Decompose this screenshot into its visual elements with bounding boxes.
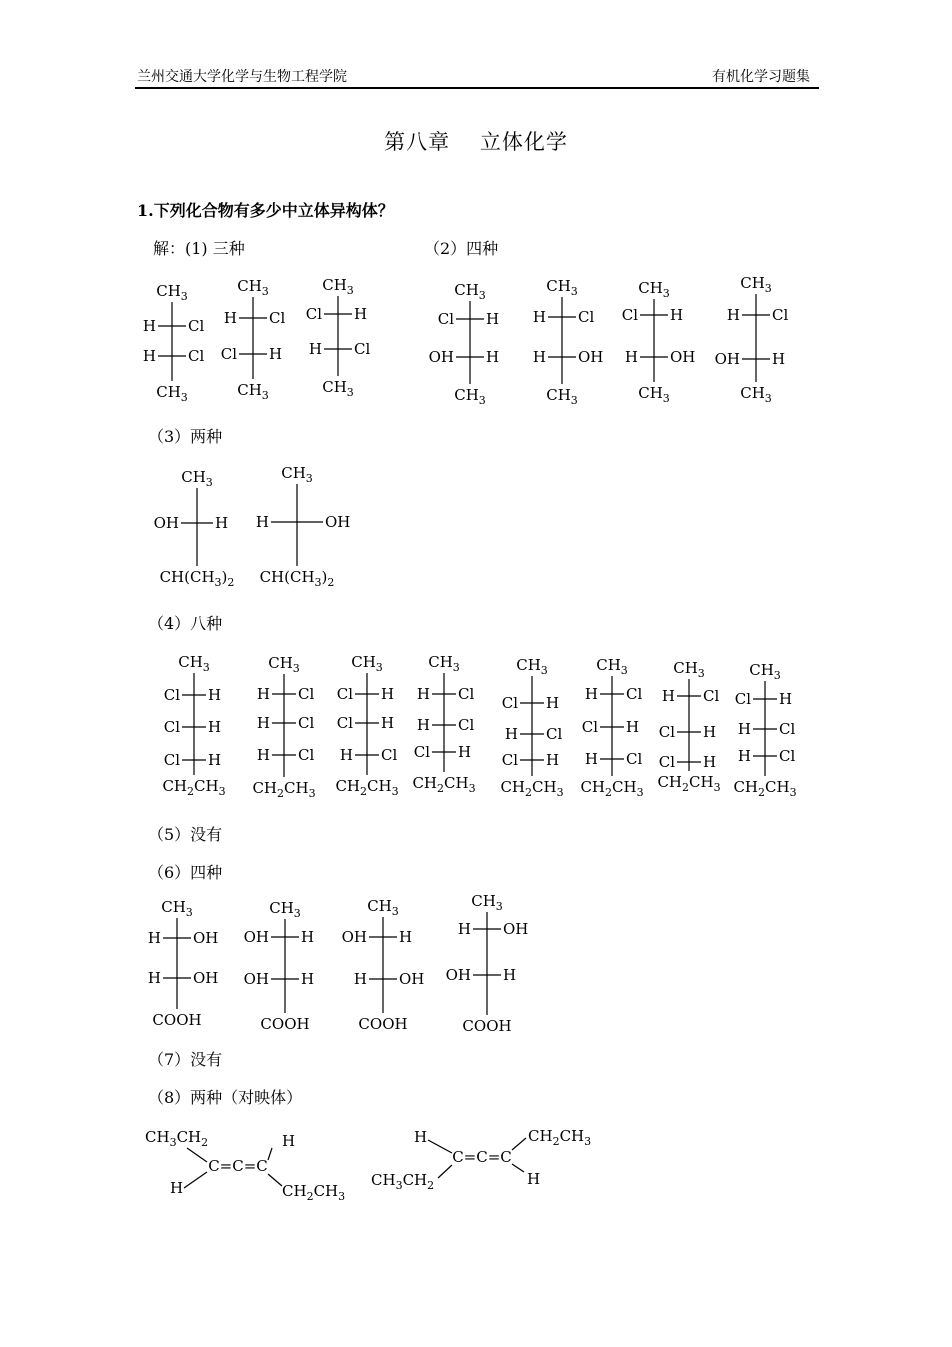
substituent-left: H [416,685,430,703]
substituent-right: H [670,306,684,324]
substituent-right: H [503,966,517,984]
bond-line [184,1172,207,1188]
substituent-right: Cl [381,746,398,764]
allene-2-ethyl-top: $CH_2CH_3$ [528,1127,592,1148]
bottom-group: $CH_2CH_3$ [162,777,226,798]
substituent-left: H [416,716,430,734]
substituent-left: H [256,746,270,764]
substituent-left: OH [714,350,740,368]
substituent-right: H [381,685,395,703]
bottom-group: $CH_3$ [322,378,354,399]
substituent-right: H [208,686,222,704]
substituent-left: H [661,687,675,705]
answer-4-label: （4）八种 [148,614,223,633]
substituent-left: H [726,306,740,324]
top-group: $CH_3$ [546,277,578,298]
substituent-left: OH [243,928,269,946]
bottom-group: $CH(CH_3)_2$ [159,568,235,589]
bond-line [268,1174,282,1186]
bottom-group: COOH [260,1015,310,1033]
bottom-group: $CH_3$ [454,386,486,407]
substituent-left: OH [153,514,179,532]
substituent-right: H [626,718,640,736]
substituent-left: H [147,929,161,947]
substituent-right: H [269,345,283,363]
allene-1-ethyl-top: $CH_3CH_2$ [145,1128,209,1149]
substituent-right: Cl [188,347,205,365]
chapter-title: 第八章 立体化学 [384,130,568,154]
substituent-left: Cl [501,694,518,712]
substituent-left: H [584,685,598,703]
bottom-group: $CH_3$ [740,384,772,405]
top-group: $CH_3$ [596,656,628,677]
allene-2-ethyl-bottom: $CH_3CH_2$ [371,1171,435,1192]
answer-5-label: （5）没有 [148,825,223,844]
substituent-left: H [308,340,322,358]
substituent-right: Cl [626,750,643,768]
bottom-group: $CH_2CH_3$ [252,779,316,800]
substituent-right: OH [578,348,604,366]
substituent-left: H [256,714,270,732]
top-group: $CH_3$ [740,274,772,295]
substituent-left: Cl [163,751,180,769]
substituent-right: Cl [188,317,205,335]
substituent-left: H [624,348,638,366]
top-group: $CH_3$ [281,464,313,485]
substituent-right: OH [670,348,696,366]
substituent-right: Cl [269,309,286,327]
substituent-left: H [223,309,237,327]
substituent-right: Cl [458,685,475,703]
bottom-group: COOH [152,1011,202,1029]
substituent-right: H [215,514,229,532]
substituent-right: H [208,718,222,736]
substituent-left: H [255,513,269,531]
answer-2-label: （2）四种 [424,239,499,258]
substituent-left: Cl [163,718,180,736]
top-group: $CH_3$ [367,897,399,918]
substituent-right: OH [325,513,351,531]
top-group: $CH_3$ [638,279,670,300]
substituent-left: Cl [621,306,638,324]
header-left: 兰州交通大学化学与生物工程学院 [137,69,347,85]
top-group: $CH_3$ [454,281,486,302]
substituent-right: H [772,350,786,368]
substituent-right: H [208,751,222,769]
substituent-left: H [339,746,353,764]
substituent-right: H [486,310,500,328]
header-right: 有机化学习题集 [712,69,810,85]
substituent-left: Cl [658,723,675,741]
answer-1-label: 解：(1) 三种 [153,239,245,258]
substituent-left: Cl [163,686,180,704]
bottom-group: $CH_3$ [638,384,670,405]
top-group: $CH_3$ [156,282,188,303]
bottom-group: $CH_2CH_3$ [335,777,399,798]
substituent-left: H [532,348,546,366]
substituent-right: H [546,694,560,712]
substituent-left: H [142,317,156,335]
substituent-right: Cl [772,306,789,324]
substituent-right: H [546,751,560,769]
substituent-left: Cl [734,690,751,708]
substituent-left: H [532,308,546,326]
bottom-group: $CH_2CH_3$ [733,778,797,799]
top-group: $CH_3$ [268,654,300,675]
substituent-right: Cl [779,720,796,738]
bottom-group: $CH_3$ [156,383,188,404]
bond-line [187,1148,207,1162]
answer-7-label: （7）没有 [148,1050,223,1069]
bond-line [428,1140,452,1153]
answer-6-label: （6）四种 [148,863,223,882]
substituent-right: Cl [626,685,643,703]
substituent-right: OH [399,970,425,988]
allene-2-h-top: H [414,1128,428,1146]
bottom-group: COOH [462,1017,512,1035]
substituent-right: Cl [458,716,475,734]
bottom-group: $CH(CH_3)_2$ [259,568,335,589]
top-group: $CH_3$ [237,277,269,298]
top-group: $CH_3$ [673,659,705,680]
substituent-left: Cl [336,714,353,732]
substituent-right: H [381,714,395,732]
substituent-right: OH [193,929,219,947]
substituent-right: Cl [703,687,720,705]
question-1: 1.下列化合物有多少中立体异构体？ [137,201,394,220]
allene-1-h-top: H [282,1132,296,1150]
bottom-group: $CH_3$ [237,381,269,402]
top-group: $CH_3$ [269,899,301,920]
substituent-left: OH [341,928,367,946]
substituent-right: H [301,970,315,988]
substituent-right: Cl [578,308,595,326]
substituent-left: Cl [581,718,598,736]
substituent-right: H [486,348,500,366]
substituent-left: H [737,720,751,738]
substituent-right: H [458,743,472,761]
substituent-right: H [354,305,368,323]
substituent-right: H [703,723,717,741]
bond-line [512,1164,524,1172]
substituent-left: Cl [501,751,518,769]
substituent-left: Cl [305,305,322,323]
allene-1-h-bottom: H [170,1179,184,1197]
top-group: $CH_3$ [178,653,210,674]
answer-8-label: （8）两种（对映体） [148,1088,303,1107]
substituent-left: OH [428,348,454,366]
bottom-group: $CH_2CH_3$ [657,773,721,794]
top-group: $CH_3$ [161,898,193,919]
allene-1-core: C=C=C [208,1157,268,1175]
substituent-right: H [779,690,793,708]
substituent-left: Cl [220,345,237,363]
substituent-right: Cl [779,747,796,765]
bottom-group: $CH_3$ [546,386,578,407]
top-group: $CH_3$ [749,661,781,682]
substituent-right: Cl [298,714,315,732]
bond-line [268,1148,272,1160]
substituent-left: Cl [413,743,430,761]
substituent-left: H [737,747,751,765]
allene-2-core: C=C=C [452,1148,512,1166]
top-group: $CH_3$ [181,468,213,489]
substituent-left: OH [243,970,269,988]
allene-1-ethyl-bottom: $CH_2CH_3$ [282,1182,346,1203]
substituent-right: H [703,753,717,771]
substituent-left: H [504,725,518,743]
top-group: $CH_3$ [428,653,460,674]
substituent-left: H [353,970,367,988]
substituent-right: H [399,928,413,946]
top-group: $CH_3$ [471,892,503,913]
substituent-right: H [301,928,315,946]
substituent-right: Cl [298,746,315,764]
bottom-group: COOH [358,1015,408,1033]
substituent-left: Cl [437,310,454,328]
substituent-right: Cl [354,340,371,358]
substituent-right: Cl [546,725,563,743]
substituent-left: H [256,685,270,703]
top-group: $CH_3$ [322,276,354,297]
top-group: $CH_3$ [516,656,548,677]
allene-2-h-bottom: H [527,1170,541,1188]
bottom-group: $CH_2CH_3$ [412,774,476,795]
bond-line [512,1138,526,1150]
bottom-group: $CH_2CH_3$ [580,778,644,799]
substituent-left: H [147,969,161,987]
bottom-group: $CH_2CH_3$ [500,778,564,799]
substituent-left: H [457,920,471,938]
substituent-right: Cl [298,685,315,703]
answer-3-label: （3）两种 [148,427,223,446]
substituent-right: OH [193,969,219,987]
substituent-left: H [584,750,598,768]
substituent-left: OH [445,966,471,984]
top-group: $CH_3$ [351,653,383,674]
substituent-right: OH [503,920,529,938]
substituent-left: H [142,347,156,365]
substituent-left: Cl [658,753,675,771]
substituent-left: Cl [336,685,353,703]
bond-line [438,1165,452,1178]
